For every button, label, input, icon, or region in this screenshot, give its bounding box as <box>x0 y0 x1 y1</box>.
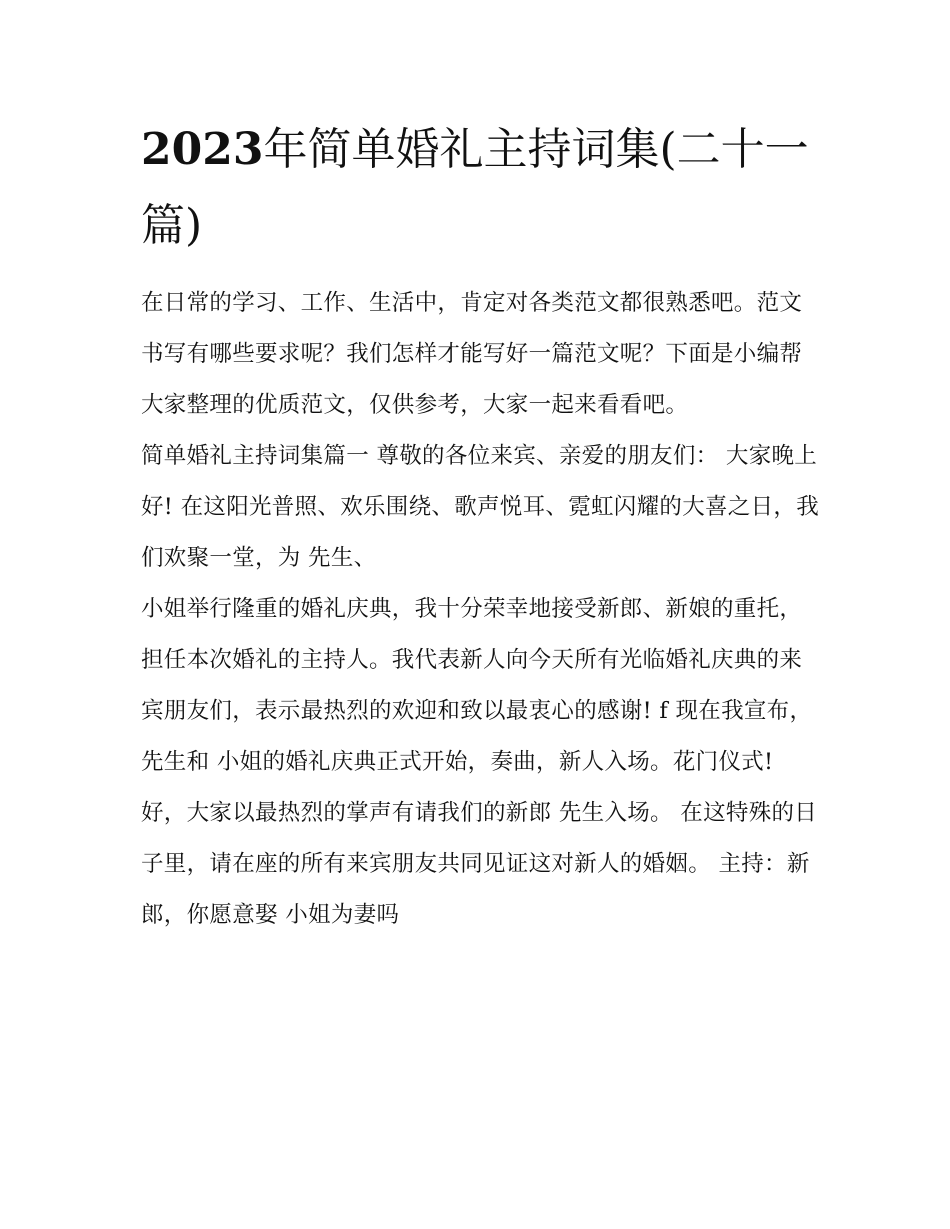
document-body <box>141 278 821 941</box>
title-text: 年简单婚礼主持词集(二十一篇) <box>141 124 809 251</box>
paragraph-host-intro: 小姐举行隆重的婚礼庆典，我十分荣幸地接受新郎、新娘的重托，担任本次婚礼的主持人。我代表新人向今天所有光临婚礼庆典的来 <box>141 596 803 673</box>
document-page <box>141 112 821 941</box>
paragraph-groom-entrance: 好，大家以最热烈的掌声有请我们的新郎 先生入场。 在这特殊的日子里，请在座的所有来宾朋友共同见证这对新人的婚姻。 主持：新郎，你愿意娶 小姐为妻吗 <box>141 800 818 928</box>
paragraph-opening: 简单婚礼主持词集篇一 尊敬的各位来宾、亲爱的朋友们： 大家晚上好! 在这阳光普照、欢乐围绕、歌声悦耳、霓虹闪耀的大喜之日，我们欢聚一堂，为 先生、 <box>141 443 819 571</box>
paragraph-ceremony-start: 宾朋友们，表示最热烈的欢迎和致以最衷心的感谢! f 现在我宣布， 先生和 小姐的婚礼庆典正式开始，奏曲，新人入场。花门仪式! <box>141 698 813 775</box>
document-title <box>141 112 821 264</box>
paragraph-intro: 在日常的学习、工作、生活中，肯定对各类范文都很熟悉吧。范文书写有哪些要求呢？我们怎样才能写好一篇范文呢？下面是小编帮大家整理的优质范文，仅供参考，大家一起来看看吧。 <box>141 290 803 418</box>
title-year: 2023 <box>141 124 264 175</box>
